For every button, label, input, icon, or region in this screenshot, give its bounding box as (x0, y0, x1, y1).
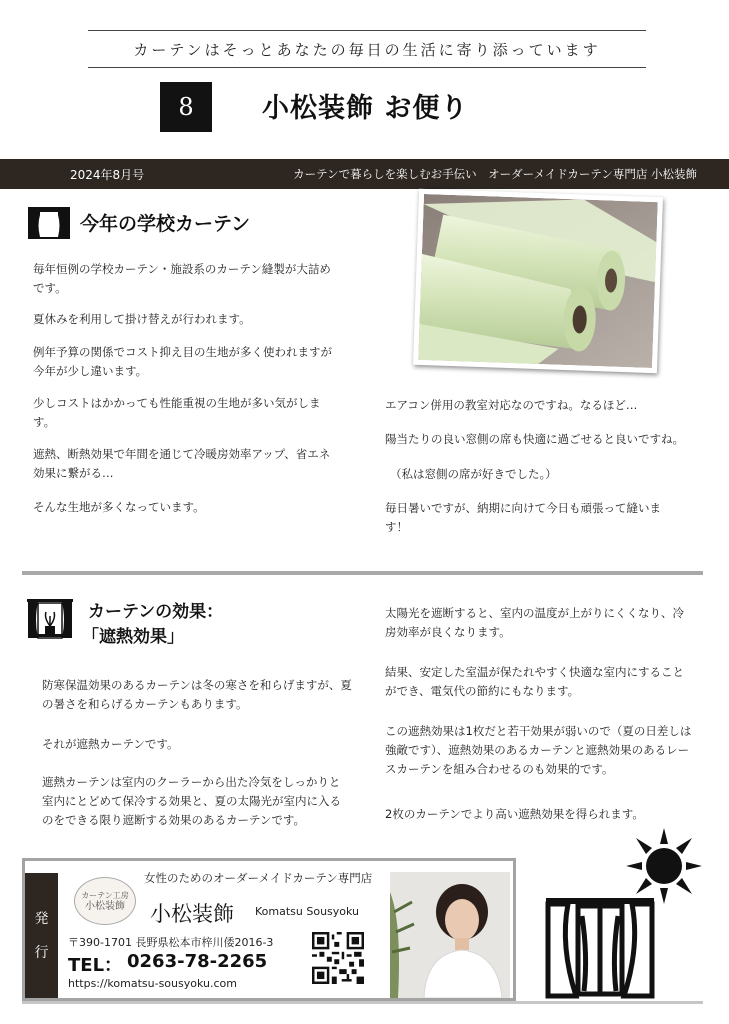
section1-right-paragraph: エアコン併用の教室対応なのですね。なるほど… (385, 398, 638, 412)
section2-heading-line1: カーテンの効果： (88, 602, 224, 622)
bottom-rule (22, 1001, 703, 1004)
shop-logo (74, 877, 136, 925)
sun-icon (538, 826, 708, 1002)
section1-paragraph: 少しコストはかかっても性能重視の生地が多い気がします。 (33, 396, 321, 429)
publisher-name: 小松装飾 (150, 902, 234, 926)
publisher-romaji: Komatsu Sousyoku (255, 905, 360, 918)
issue-number: 8 (178, 93, 194, 121)
tagline: カーテンはそっとあなたの毎日の生活に寄り添っています (133, 40, 601, 59)
section1-paragraph: 遮熱、断熱効果で年間を通じて冷暖房効率アップ、省エネ効果に繋がる… (33, 447, 331, 480)
section1-paragraph: 毎年恒例の学校カーテン・施設系のカーテン縫製が大詰めです。 (33, 262, 331, 295)
section2-heading-line2: 「遮熱効果」 (82, 627, 184, 647)
section1-paragraph: 例年予算の関係でコスト抑え目の生地が多く使われますが今年が少し違います。 (33, 345, 332, 378)
qr-code-icon[interactable] (312, 932, 364, 984)
fabric-roll-image (418, 194, 658, 368)
section1-heading: 今年の学校カーテン (80, 213, 251, 235)
section-divider (22, 571, 703, 575)
logo-text: 小松装飾 (85, 901, 125, 912)
section2-right-paragraph: 2枚のカーテンでより高い遮熱効果を得られます。 (385, 807, 644, 821)
publisher-address: 〒390-1701 長野県松本市梓川倭2016-3 (68, 936, 274, 949)
section1-right-paragraph: （私は窓側の席が好きでした。） (390, 467, 557, 481)
website-link[interactable]: https://komatsu-sousyoku.com (68, 977, 237, 990)
tel-number[interactable]: 0263-78-2265 (127, 951, 268, 972)
publisher-side-label (25, 873, 58, 998)
section2-paragraph: それが遮熱カーテンです。 (42, 737, 179, 751)
window-plant-icon (26, 598, 74, 640)
tagline-box (88, 30, 646, 68)
section1-right-paragraph: 陽当たりの良い窓側の席も快適に過ごせると良いですね。 (385, 432, 684, 446)
newsletter-title: 小松装飾 お便り (262, 93, 469, 124)
band-slogan: カーテンで暮らしを楽しむお手伝い オーダーメイドカーテン専門店 小松装飾 (293, 167, 697, 181)
section2-paragraph: 遮熱カーテンは室内のクーラーから出た冷気をしっかりと室内にとどめて保冷する効果と、夏の太陽光が室内に入るのをできる限り遮断する効果のあるカーテンです。 (42, 775, 341, 827)
portrait-image (390, 872, 510, 998)
section1-paragraph: 夏休みを利用して掛け替えが行われます。 (33, 312, 251, 326)
section2-paragraph: 防寒保温効果のあるカーテンは冬の寒さを和らげますが、夏の暑さを和らげるカーテンもあります。 (42, 678, 352, 711)
curtain-window-icon (546, 898, 654, 996)
issue-number-badge (160, 82, 212, 132)
issue-date: 2024年8月号 (70, 168, 145, 182)
publisher-side-char: 行 (34, 944, 49, 961)
section2-right-paragraph: 太陽光を遮断すると、室内の温度が上がりにくくなり、冷房効率が良くなります。 (385, 606, 684, 639)
tel-label: TEL： (68, 955, 123, 976)
section2-right-paragraph: 結果、安定した室温が保たれやすく快適な室内にすることができ、電気代の節約にもなります。 (385, 665, 684, 698)
fabric-photo (413, 189, 663, 373)
curtain-icon (28, 207, 70, 239)
logo-text: カーテン工房 (81, 891, 129, 900)
section1-right-paragraph: 毎日暑いですが、納期に向けて今日も頑張って縫います！ (385, 501, 661, 534)
section2-right-paragraph: この遮熱効果は1枚だと若干効果が弱いので（夏の日差しは強敵です）、遮熱効果のあるカーテンと遮熱効果のあるレースカーテンを組み合わせるのも効果的です。 (385, 724, 692, 776)
publisher-side-char: 発 (34, 910, 49, 927)
publisher-tagline: 女性のためのオーダーメイドカーテン専門店 (144, 871, 373, 885)
staff-portrait (390, 872, 510, 998)
section1-paragraph: そんな生地が多くなっています。 (33, 500, 205, 514)
